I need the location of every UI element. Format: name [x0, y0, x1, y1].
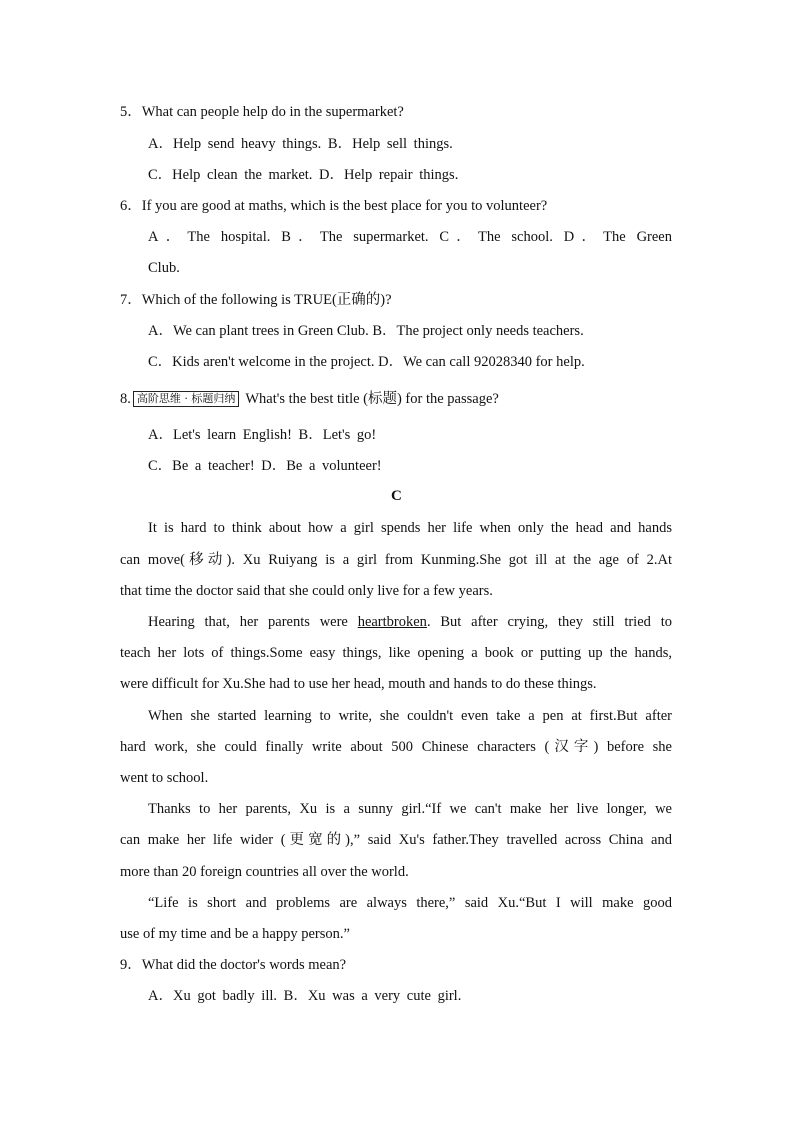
passage-p1-line3: that time the doctor said that she could only live for a few years.	[120, 583, 493, 599]
passage-p1-line2: can move(移动). Xu Ruiyang is a girl from Kunming.She got ill at the age of 2.At	[120, 552, 672, 568]
passage-p4-line1: Thanks to her parents, Xu is a sunny girl.“If we can't make her live longer, we	[148, 801, 672, 817]
question-5-stem: 5．What can people help do in the supermarket?	[120, 104, 404, 120]
passage-p2-line1	[148, 612, 672, 632]
passage-p4-line2: can make her life wider (更宽的),” said Xu's father.They travelled across China and	[120, 832, 672, 848]
underlined-word-heartbroken: heartbroken	[357, 614, 427, 630]
question-6-options-line2: Club.	[148, 260, 180, 276]
passage-p4-line3: more than 20 foreign countries all over the world.	[120, 864, 409, 880]
question-8-stem-row	[120, 389, 499, 409]
passage-p5-line2: use of my time and be a happy person.”	[120, 926, 350, 942]
question-7-options-ab: A．We can plant trees in Green Club. B．The project only needs teachers.	[148, 323, 584, 339]
passage-p3-line2: hard work, she could finally write about 500 Chinese characters (汉字) before she	[120, 739, 672, 755]
question-7-options-cd: C．Kids aren't welcome in the project. D．We can call 92028340 for help.	[148, 354, 585, 370]
question-9-stem: 9．What did the doctor's words mean?	[120, 957, 347, 973]
passage-p2-line3: were difficult for Xu.She had to use her head, mouth and hands to do these things.	[120, 676, 597, 692]
question-5-options-ab: A．Help send heavy things. B．Help sell things.	[148, 136, 453, 152]
passage-p3-line1: When she started learning to write, she couldn't even take a pen at first.But after	[148, 708, 672, 724]
passage-p2-line1-b: . But after crying, they still tried to	[426, 614, 672, 630]
passage-p3-line3: went to school.	[120, 770, 209, 786]
question-6-stem: 6．If you are good at maths, which is the best place for you to volunteer?	[120, 198, 548, 214]
question-8-badge: 高阶思维 · 标题归纳	[133, 391, 240, 407]
question-9-options-ab: A．Xu got badly ill. B．Xu was a very cute girl.	[148, 988, 462, 1004]
question-8-options-cd: C．Be a teacher! D．Be a volunteer!	[148, 458, 382, 474]
question-8-number: 8.	[120, 391, 131, 407]
question-8-options-ab: A．Let's learn English! B．Let's go!	[148, 427, 377, 443]
passage-p1-line1: It is hard to think about how a girl spends her life when only the head and hands	[148, 520, 672, 536]
question-7-stem: 7．Which of the following is TRUE(正确的)?	[120, 292, 392, 308]
question-6-options-line1: A．The hospital. B．The supermarket. C．The school. D．The Green	[148, 229, 672, 245]
question-5-options-cd: C．Help clean the market. D．Help repair things.	[148, 167, 459, 183]
question-8-stem: What's the best title (标题) for the passage?	[245, 391, 499, 407]
passage-p2-line1-a: Hearing that, her parents were	[148, 614, 358, 630]
passage-heading: C	[391, 488, 402, 504]
passage-p5-line1: “Life is short and problems are always there,” said Xu.“But I will make good	[148, 895, 672, 911]
passage-p2-line2: teach her lots of things.Some easy things, like opening a book or putting up the hands,	[120, 645, 672, 661]
